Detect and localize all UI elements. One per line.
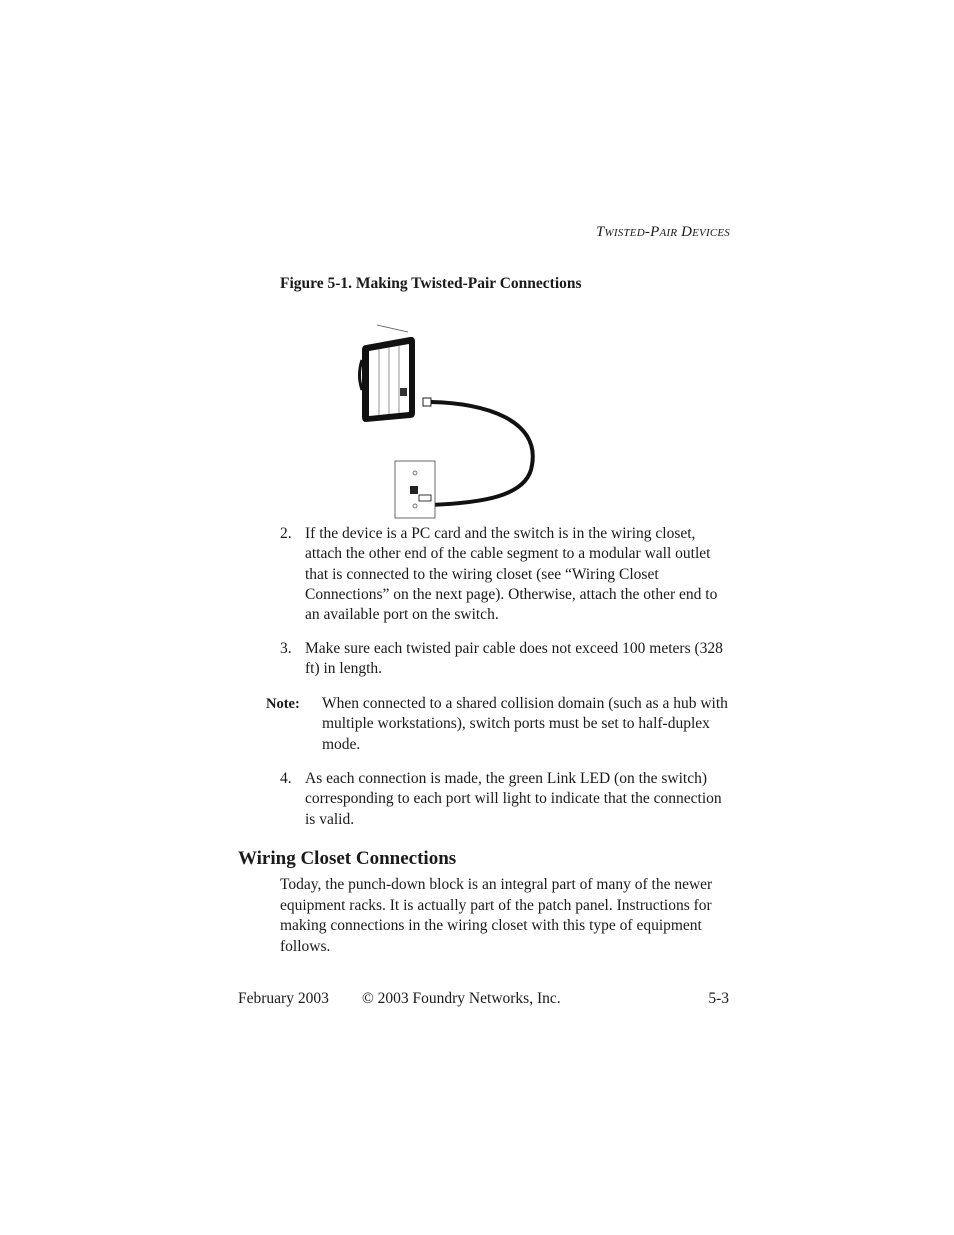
list-item-number: 2.	[280, 525, 292, 542]
list-item-number: 3.	[280, 640, 292, 657]
list-item-number: 4.	[280, 770, 292, 787]
twisted-pair-figure	[340, 315, 550, 530]
list-item-text: If the device is a PC card and the switch is in the wiring closet, attach the other end of the cable segment to a modular wall outlet that is connected to the wiring closet (see “Wiring Closet Connections” on the next page). Otherwise, attach the other end to an available port on the switch.	[305, 525, 718, 624]
footer-copyright: © 2003 Foundry Networks, Inc.	[362, 990, 561, 1007]
wall-outlet-illustration	[395, 461, 435, 518]
leader-line	[377, 325, 408, 332]
list-item	[280, 639, 730, 680]
page-number: 5-3	[708, 990, 729, 1007]
twisted-pair-cable	[430, 402, 533, 505]
section-paragraph: Today, the punch-down block is an integral part of many of the newer equipment racks. It is actually part of the patch panel. Instructions for making connections in the wiring closet with this type of equipment follows.	[280, 876, 713, 955]
running-head	[596, 224, 730, 241]
list-item-text: Make sure each twisted pair cable does not exceed 100 meters (328 ft) in length.	[305, 640, 723, 678]
wall-jack-icon	[410, 486, 418, 494]
list-item	[280, 524, 730, 625]
pc-card-port-icon	[400, 388, 407, 396]
running-head-part: P	[650, 224, 660, 240]
list-item	[280, 769, 730, 830]
running-head-part: AIR	[659, 227, 678, 239]
rj45-plug-icon	[419, 495, 431, 501]
rj45-plug-icon	[423, 398, 431, 406]
figure-caption: Figure 5-1. Making Twisted-Pair Connections	[280, 275, 582, 292]
running-head-part: D	[681, 224, 693, 240]
running-head-part: WISTED	[604, 227, 645, 239]
footer-date: February 2003	[238, 990, 329, 1007]
computer-chassis-illustration	[360, 337, 416, 422]
running-head-part: T	[596, 224, 605, 240]
note-block	[266, 694, 730, 755]
note-text: When connected to a shared collision domain (such as a hub with multiple workstations), switch ports must be set to half-duplex mode.	[322, 695, 728, 753]
list-item-text: As each connection is made, the green Link LED (on the switch) corresponding to each port will light to indicate that the connection is valid.	[305, 770, 722, 828]
note-label: Note:	[266, 696, 300, 712]
section-heading: Wiring Closet Connections	[238, 848, 457, 869]
running-head-part: -	[644, 224, 651, 240]
running-head-part: EVICES	[692, 227, 730, 239]
